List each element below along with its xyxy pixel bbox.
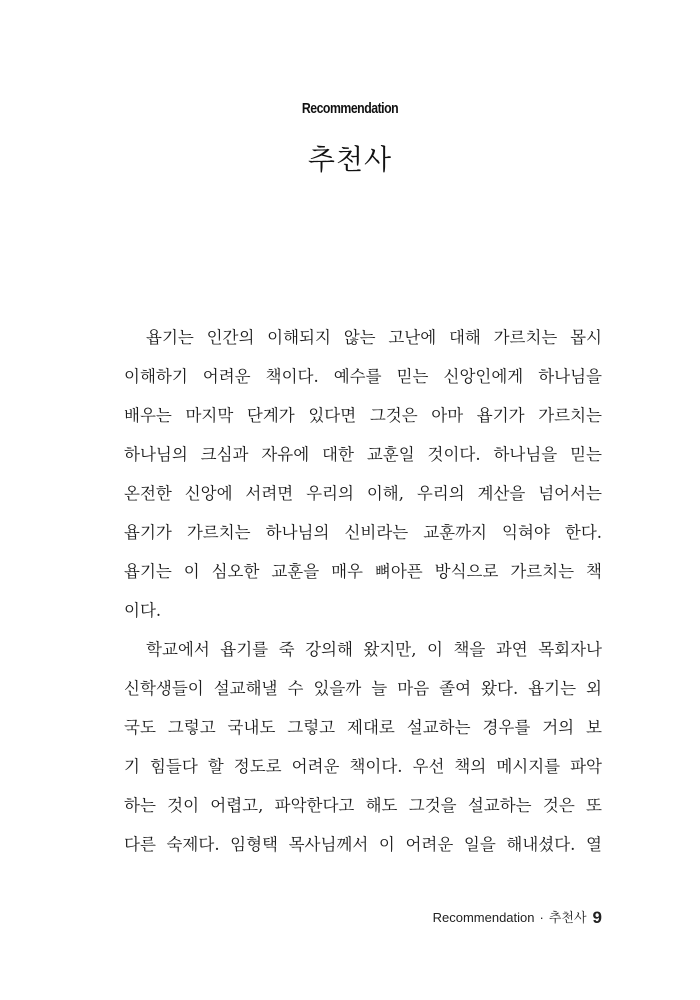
text-line: 욥기는 인간의 이해되지 않는 고난에 대해 가르치는 몹시	[146, 328, 602, 347]
footer-running-title: Recommendation	[432, 910, 535, 925]
text-line: 신학생들이 설교해낼 수 있을까 늘 마음 졸여 왔다. 욥기는 외	[124, 679, 602, 698]
text-line: 하는 것이 어렵고, 파악한다고 해도 그것을 설교하는 것은 또	[124, 796, 602, 815]
text-line: 기 힘들다 할 정도로 어려운 책이다. 우선 책의 메시지를 파악	[124, 757, 602, 776]
footer-section: 추천사	[548, 910, 587, 925]
text-line: 학교에서 욥기를 죽 강의해 왔지만, 이 책을 과연 목회자나	[146, 640, 602, 659]
text-line: 온전한 신앙에 서려면 우리의 이해, 우리의 계산을 넘어서는	[124, 484, 602, 503]
footer-separator: ·	[539, 910, 544, 925]
section-eyebrow: Recommendation	[301, 100, 399, 117]
page-title: 추천사	[307, 143, 393, 176]
text-line: 하나님의 크심과 자유에 대한 교훈일 것이다. 하나님을 믿는	[124, 445, 602, 464]
paragraph-1	[124, 318, 602, 630]
text-line: 다른 숙제다. 임형택 목사님께서 이 어려운 일을 해내셨다. 열	[124, 835, 602, 854]
text-line: 욥기는 이 심오한 교훈을 매우 뼈아픈 방식으로 가르치는 책	[124, 562, 602, 581]
page-number: 9	[592, 908, 602, 927]
text-line: 국도 그렇고 국내도 그렇고 제대로 설교하는 경우를 거의 보	[124, 718, 602, 737]
text-line: 욥기가 가르치는 하나님의 신비라는 교훈까지 익혀야 한다.	[124, 523, 602, 542]
text-line: 배우는 마지막 단계가 있다면 그것은 아마 욥기가 가르치는	[124, 406, 602, 425]
running-footer	[433, 907, 602, 928]
text-line: 이다.	[124, 601, 162, 620]
body-text	[124, 318, 602, 864]
paragraph-2	[124, 630, 602, 864]
text-line: 이해하기 어려운 책이다. 예수를 믿는 신앙인에게 하나님을	[124, 367, 602, 386]
